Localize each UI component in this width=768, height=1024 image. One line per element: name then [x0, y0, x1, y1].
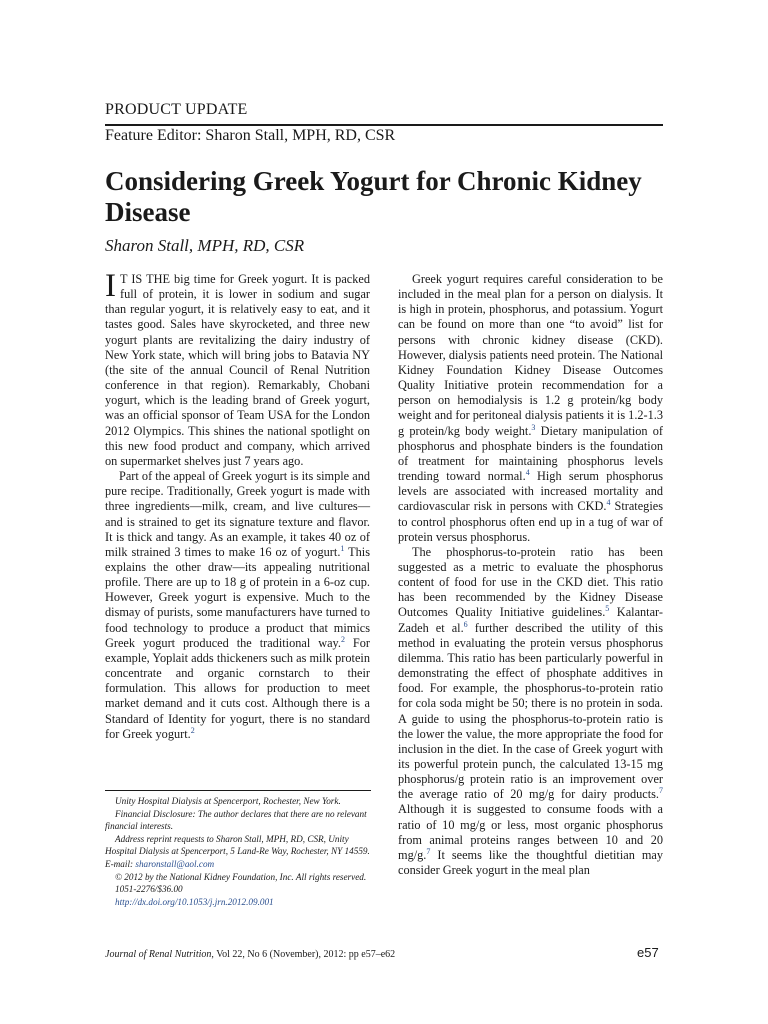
drop-cap: I — [105, 268, 116, 304]
citation-link[interactable]: 1 — [340, 543, 345, 553]
citation-link[interactable]: 3 — [531, 422, 536, 432]
left-column — [105, 268, 371, 742]
citation-link[interactable]: 7 — [426, 846, 431, 856]
email-link[interactable]: sharonstall@aol.com — [135, 858, 215, 869]
right-column — [398, 272, 663, 878]
paragraph: The phosphorus-to-protein ratio has been suggested as a metric to evaluate the phosphorus content of food for use in the CKD diet. This ratio has been recommended by the Kidney Disease Outcomes Quality Initiative guidelines.$^5$ Kalantar-Zadeh et al.$^6$ further described the utility of this method in evaluating the protein versus phosphorus dilemma. This ratio has been particularly powerful in demonstrating the effect of phosphate additives in food. For example, the phosphorus-to-protein ratio for cola soda might be 50; there is no protein in soda. A guide to using the phosphorus-to-protein ratio is the lower the value, the more appropriate the food for inclusion in the diet. In the case of Greek yogurt with its powerful protein punch, the calculated 13-15 mg phosphorus/g protein ratio is an improvement over the average ratio of 20 mg/g for dairy products.$^7$ Although it is suggested to consume foods with a ratio of 10 mg/g or less, most organic phosphorus from animal proteins ranges between 10 and 20 mg/g.$^7$ It seems like the thoughtful dietitian may consider Greek yogurt in the meal plan — [398, 544, 663, 878]
citation-link[interactable]: 4 — [606, 498, 611, 508]
citation-link[interactable]: 2 — [340, 634, 345, 644]
citation-link[interactable]: 5 — [605, 604, 610, 614]
citation-link[interactable]: 6 — [463, 619, 468, 629]
page-number: e57 — [637, 945, 659, 960]
citation-link[interactable]: 2 — [190, 725, 195, 735]
paragraph: Part of the appeal of Greek yogurt is its simple and pure recipe. Traditionally, Greek yogurt is made with three ingredients—milk, cream, and live cultures—and is strained to get its signature texture and flavor. It is thick and tangy. As an example, it takes 40 oz of milk strained 3 times to make 16 oz of yogurt.$^1$ This explains the other draw—its appealing nutritional profile. There are up to 18 g of protein in a 6-oz cup. However, Greek yogurt is expensive. Much to the dismay of purists, some manufacturers have turned to food technology to produce a product that mimics Greek yogurt produced the traditional way.$^2$ For example, Yoplait adds thickeners such as milk protein concentrate and organic cornstarch to their formulation. This allows for production to meet market demand and it cuts cost. Although there is a Standard of Identity for yogurt, there is no standard for Greek yogurt.$^2$ — [105, 469, 371, 741]
paragraph: I T IS THE big time for Greek yogurt. It is packed full of protein, it is lower in sodium and sugar than regular yogurt, it is relatively easy to eat, and it tastes good. Sales have skyrocketed, and three new yogurt plants are revitalizing the dairy industry of New York state, which will bring jobs to Batavia NY (the site of the annual Council of Renal Nutrition conference in that region). Remarkably, Chobani yogurt, which is the leading brand of Greek yogurt, was an official sponsor of Team USA for the London 2012 Olympics. This shines the national spotlight on this new food product and company, which arrived on supermarket shelves just 7 years ago. — [105, 268, 370, 468]
article-title: Considering Greek Yogurt for Chronic Kidney Disease — [105, 166, 642, 227]
doi-link[interactable]: http://dx.doi.org/10.1053/j.jrn.2012.09.001 — [115, 896, 274, 907]
issn-note: 1051-2276/$36.00 — [115, 884, 183, 895]
article-author: Sharon Stall, MPH, RD, CSR — [105, 236, 305, 255]
citation-link[interactable]: 4 — [525, 467, 530, 477]
feature-editor-line: Feature Editor: Sharon Stall, MPH, RD, CSR — [105, 124, 663, 145]
citation-link[interactable]: 7 — [659, 786, 663, 796]
footnotes — [105, 790, 371, 908]
affiliation-note: Unity Hospital Dialysis at Spencerport, Rochester, New York. — [115, 796, 341, 806]
address-note: Address reprint requests to Sharon Stall, MPH, RD, CSR, Unity Hospital Dialysis at Spencerport, 5 Land-Re Way, Rochester, NY 14559. E-mail: sharonstall@aol.com — [105, 833, 370, 869]
paragraph: Greek yogurt requires careful consideration to be included in the meal plan for a person on dialysis. It is high in protein, phosphorus, and potassium. Yogurt can be found on more than one “to avoid” list for persons with chronic kidney disease (CKD). However, dialysis patients need protein. The National Kidney Foundation Kidney Disease Outcomes Quality Initiative protein recommendation for a person on hemodialysis is 1.2 g protein/kg body weight and for peritoneal dialysis patients it is 1.2-1.3 g protein/kg body weight.$^3$ Dietary manipulation of phosphorus and phosphate binders is the foundation of treatment for maintaining phosphorus levels trending toward normal.$^4$ High serum phosphorus levels are associated with increased mortality and cardiovascular risk in persons with CKD.$^4$ Strategies to control phosphorus often end up in a tug of war of protein versus phosphorus. — [398, 272, 664, 544]
journal-citation: Journal of Renal Nutrition, Vol 22, No 6 (November), 2012: pp e57–e62 — [105, 949, 396, 960]
copyright-note: © 2012 by the National Kidney Foundation, Inc. All rights reserved. — [115, 871, 367, 882]
disclosure-note: Financial Disclosure: The author declares that there are no relevant financial interests. — [105, 808, 367, 832]
section-label: PRODUCT UPDATE — [105, 101, 248, 118]
